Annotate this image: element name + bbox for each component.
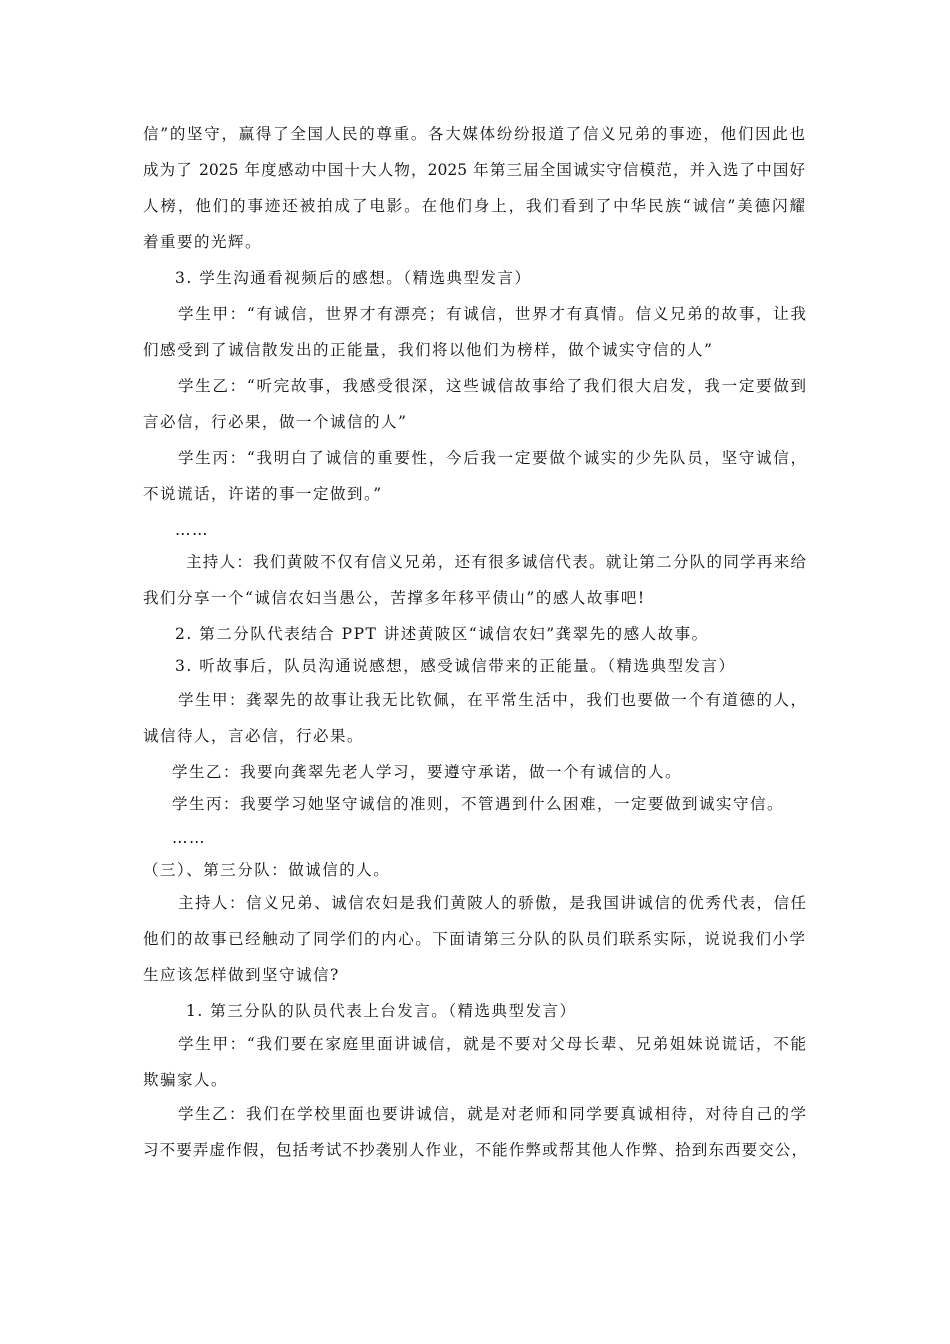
text-line: 1. 第三分队的队员代表上台发言。（精选典型发言） bbox=[186, 1002, 577, 1020]
ellipsis-line: …… bbox=[175, 521, 209, 539]
text-line: 主持人：信义兄弟、诚信农妇是我们黄陂人的骄傲，是我国讲诚信的优秀代表，信任 bbox=[178, 894, 806, 912]
section-heading: （三）、第三分队：做诚信的人。 bbox=[143, 861, 391, 879]
text-line: 成为了 2025 年度感动中国十大人物，2025 年第三届全国诚实守信模范，并入选了中国好 bbox=[143, 161, 805, 179]
text-line: 他们的故事已经触动了同学们的内心。下面请第三分队的队员们联系实际，说说我们小学 bbox=[143, 930, 805, 948]
text-line: 学生甲：“有诚信，世界才有漂亮；有诚信，世界才有真情。信义兄弟的故事，让我 bbox=[178, 305, 806, 323]
text-line: 们感受到了诚信散发出的正能量，我们将以他们为榜样，做个诚实守信的人” bbox=[143, 341, 714, 359]
text-line: 学生丙：我要学习她坚守诚信的准则，不管遇到什么困难，一定要做到诚实守信。 bbox=[172, 795, 785, 813]
text-line: 信”的坚守，赢得了全国人民的尊重。各大媒体纷纷报道了信义兄弟的事迹，他们因此也 bbox=[143, 125, 805, 143]
text-line: 生应该怎样做到坚守诚信? bbox=[143, 966, 340, 984]
text-line: 学生乙：“听完故事，我感受很深，这些诚信故事给了我们很大启发，我一定要做到 bbox=[178, 377, 806, 395]
text-line: 学生乙：我要向龚翠先老人学习，要遵守承诺，做一个有诚信的人。 bbox=[172, 763, 683, 781]
text-line: 言必信，行必果，做一个诚信的人” bbox=[143, 413, 408, 431]
text-line: 欺骗家人。 bbox=[143, 1071, 229, 1089]
ellipsis-line: …… bbox=[172, 829, 206, 847]
text-line: 学生甲：龚翠先的故事让我无比钦佩，在平常生活中，我们也要做一个有道德的人， bbox=[178, 691, 806, 709]
text-line: 着重要的光辉。 bbox=[143, 233, 263, 251]
text-line: 习不要弄虚作假，包括考试不抄袭别人作业，不能作弊或帮其他人作弊、拾到东西要交公， bbox=[143, 1141, 807, 1159]
text-line: 不说谎话，许诺的事一定做到。” bbox=[143, 485, 383, 503]
text-line: 学生乙：我们在学校里面也要讲诚信，就是对老师和同学要真诚相待，对待自己的学 bbox=[178, 1105, 806, 1123]
text-line: 3. 学生沟通看视频后的感想。（精选典型发言） bbox=[175, 269, 532, 287]
text-line: 我们分享一个“诚信农妇当愚公，苦撑多年移平债山”的感人故事吧! bbox=[143, 589, 646, 607]
text-line: 学生甲：“我们要在家庭里面讲诚信，就是不要对父母长辈、兄弟姐妹说谎话，不能 bbox=[178, 1035, 806, 1053]
text-line: 诚信待人，言必信，行必果。 bbox=[143, 727, 365, 745]
text-line: 2. 第二分队代表结合 PPT 讲述黄陂区“诚信农妇”龚翠先的感人故事。 bbox=[175, 625, 709, 643]
text-line: 学生丙：“我明白了诚信的重要性，今后我一定要做个诚实的少先队员，坚守诚信， bbox=[178, 449, 806, 467]
text-line: 主持人：我们黄陂不仅有信义兄弟，还有很多诚信代表。就让第二分队的同学再来给 bbox=[186, 553, 806, 571]
text-line: 3. 听故事后，队员沟通说感想，感受诚信带来的正能量。（精选典型发言） bbox=[175, 657, 736, 675]
text-line: 人榜，他们的事迹还被拍成了电影。在他们身上，我们看到了中华民族“诚信”美德闪耀 bbox=[143, 197, 805, 215]
